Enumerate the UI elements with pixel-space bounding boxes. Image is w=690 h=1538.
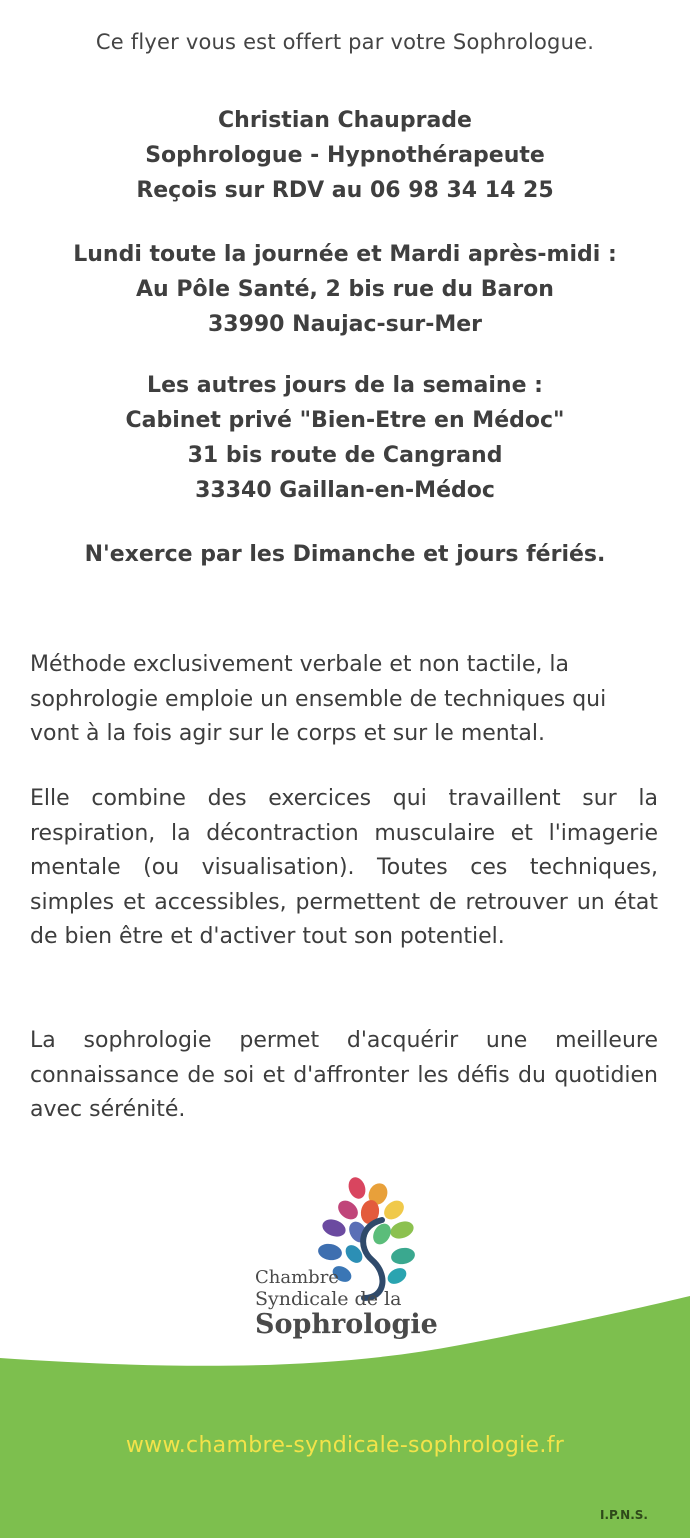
logo-line-2: Syndicale de la [255, 1288, 402, 1310]
location-1 [0, 237, 690, 342]
logo-line-3: Sophrologie [255, 1309, 438, 1340]
description-paragraph-2: Elle combine des exercices qui travaillent sur la respiration, la décontraction musculaire et l'imagerie mentale (ou visualisation). Toutes ces techniques, simples et accessibles, permettent de retrouver un état de bien être et d'activer tout son potentiel. [30, 786, 658, 949]
description-paragraph-3: La sophrologie permet d'acquérir une meilleure connaissance de soi et d'affronter les défis du quotidien avec sérénité. [30, 1028, 658, 1122]
location-1-city: 33990 Naujac-sur-Mer [207, 312, 483, 337]
website-link[interactable]: www.chambre-syndicale-sophrologie.fr [125, 1433, 565, 1458]
practitioner-name: Christian Chauprade [218, 108, 472, 133]
logo-wordmark [255, 1268, 438, 1340]
location-2 [0, 368, 690, 508]
intro-text: Ce flyer vous est offert par votre Sophrologue. [95, 30, 595, 54]
contact-block [0, 103, 690, 208]
appointment-phone: Reçois sur RDV au 06 98 34 14 25 [136, 178, 554, 203]
location-1-address: Au Pôle Santé, 2 bis rue du Baron [136, 277, 554, 302]
logo-line-1: Chambre [255, 1267, 339, 1288]
location-1-days: Lundi toute la journée et Mardi après-midi : [73, 242, 617, 267]
location-2-name: Cabinet privé "Bien-Etre en Médoc" [125, 408, 565, 433]
practitioner-title: Sophrologue - Hypnothérapeute [145, 143, 545, 168]
location-2-city: 33340 Gaillan-en-Médoc [195, 478, 495, 503]
footer-note: I.P.N.S. [600, 1508, 648, 1522]
location-2-address: 31 bis route de Cangrand [187, 443, 503, 468]
description-paragraph-1: Méthode exclusivement verbale et non tactile, la sophrologie emploie un ensemble de techniques qui vont à la fois agir sur le corps et sur le mental. [30, 652, 607, 746]
location-2-days: Les autres jours de la semaine : [147, 373, 543, 398]
closed-notice: N'exerce par les Dimanche et jours fériés. [84, 542, 606, 567]
